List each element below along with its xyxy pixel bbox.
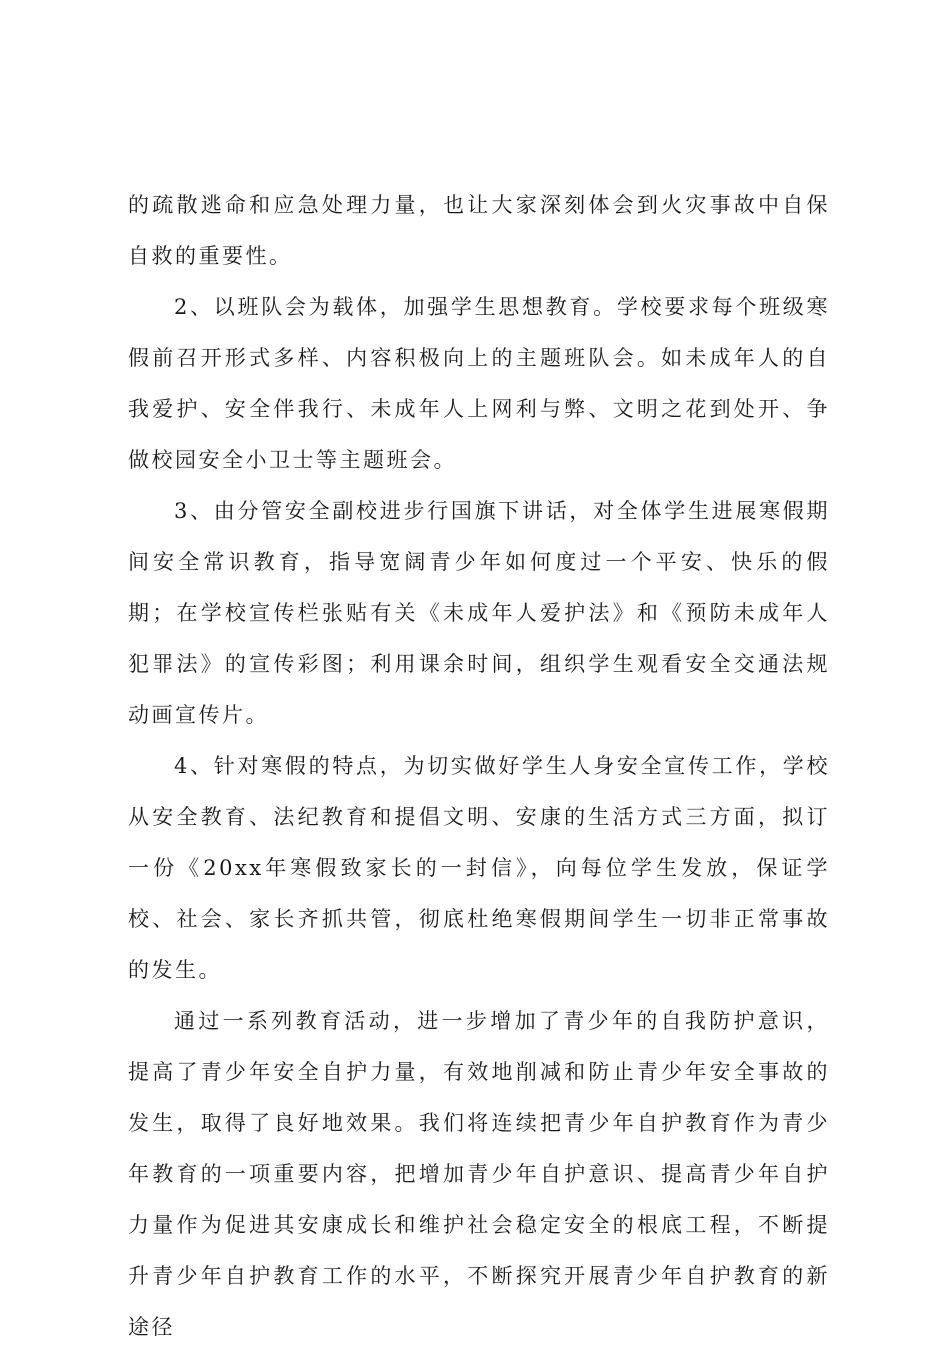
paragraph-summary: 通过一系列教育活动，进一步增加了青少年的自我防护意识，提高了青少年安全自护力量，有效地削减和防止青少年安全事故的发生，取得了良好地效果。我们将连续把青少年自护教育作为青少年教育的一项重要内容，把增加青少年自护意识、提高青少年自护力量作为促进其安康成长和维护社会稳定安全的根底工程，不断提升青少年自护教育工作的水平，不断探究开展青少年自护教育的新途径 (128, 1009, 830, 1339)
paragraph-continuation: 的疏散逃命和应急处理力量，也让大家深刻体会到火灾事故中自保自救的重要性。 (128, 193, 830, 268)
paragraph-parent-letter: 4、针对寒假的特点，为切实做好学生人身安全宣传工作，学校从安全教育、法纪教育和提倡文明、安康的生活方式三方面，拟订一份《20xx年寒假致家长的一封信》，向每位学生发放，保证学校、社会、家长齐抓共管，彻底杜绝寒假期间学生一切非正常事故的发生。 (128, 754, 830, 982)
paragraph-flag-speech: 3、由分管安全副校进步行国旗下讲话，对全体学生进展寒假期间安全常识教育，指导宽阔青少年如何度过一个平安、快乐的假期；在学校宣传栏张贴有关《未成年人爱护法》和《预防未成年人犯罪法》的宣传彩图；利用课余时间，组织学生观看安全交通法规动画宣传片。 (128, 499, 830, 727)
paragraph-class-meeting: 2、以班队会为载体，加强学生思想教育。学校要求每个班级寒假前召开形式多样、内容积极向上的主题班队会。如未成年人的自我爱护、安全伴我行、未成年人上网利与弊、文明之花到处开、争做校园安全小卫士等主题班会。 (128, 295, 830, 472)
document-body (128, 180, 830, 1353)
